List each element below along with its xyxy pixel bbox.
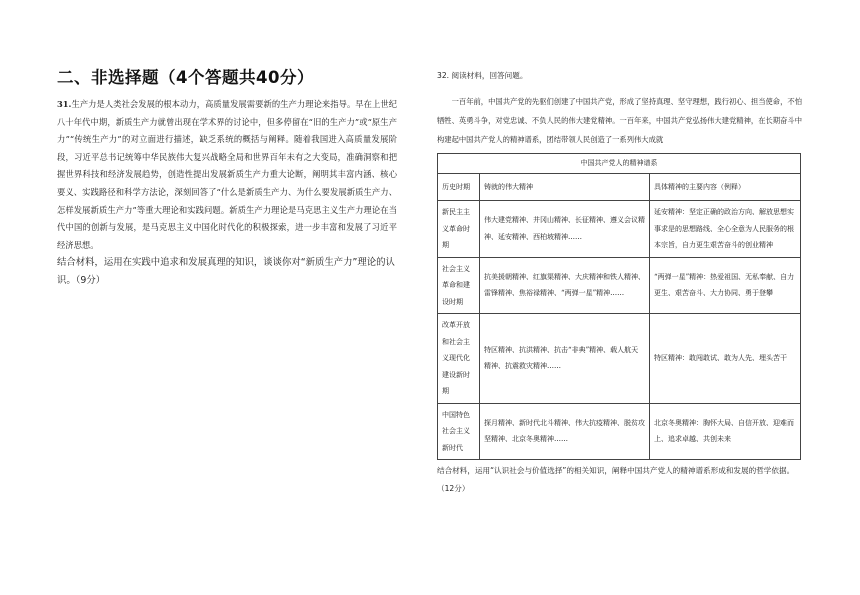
- q32-prompt: 结合材料，运用“认识社会与价值选择”的相关知识，阐释中国共产党人的精神谱系形成和发展的哲学依据。（12分）: [437, 466, 795, 493]
- q32-header: 32. 阅读材料，回答问题。: [437, 71, 528, 80]
- table-cell-content: 北京冬奥精神：胸怀大局、自信开放、迎难而上、追求卓越、共创未来: [650, 403, 801, 460]
- q31-number: 31.: [57, 99, 72, 109]
- table-cell-spirits: 探月精神、新时代北斗精神、伟大抗疫精神、脱贫攻坚精神、北京冬奥精神……: [480, 403, 650, 460]
- table-cell-period: 社会主义革命和建设时期: [438, 257, 480, 314]
- table-cell-period: 新民主主义革命时期: [438, 201, 480, 258]
- left-column: [57, 64, 397, 290]
- table-header-cell: 历史时期: [438, 174, 480, 201]
- table-cell-content: 特区精神：敢闯敢试、敢为人先、埋头苦干: [650, 314, 801, 404]
- table-cell-spirits: 抗美援朝精神、红旗渠精神、大庆精神和铁人精神、雷锋精神、焦裕禄精神、“两弹一星”精神……: [480, 257, 650, 314]
- table-cell-spirits: 伟大建党精神、井冈山精神、长征精神、遵义会议精神、延安精神、西柏坡精神……: [480, 201, 650, 258]
- table-header-cell: 具体精神的主要内容（例释）: [650, 174, 801, 201]
- q31-prompt: 结合材料，运用在实践中追求和发展真理的知识，谈谈你对“新质生产力”理论的认识。（9分）: [57, 257, 395, 286]
- table-row: [438, 257, 801, 314]
- table-cell-period: 中国特色社会主义新时代: [438, 403, 480, 460]
- table-row: [438, 314, 801, 404]
- q31-paragraph: [57, 96, 397, 254]
- spirit-table: [437, 153, 801, 460]
- q32-paragraph: 一百年前，中国共产党的先驱们创建了中国共产党，形成了坚持真理、坚守理想，践行初心、担当使命，不怕牺牲、英勇斗争，对党忠诚、不负人民的伟大建党精神。一百年来，中国共产党弘扬伟大建党精神，在长期奋斗中构建起中国共产党人的精神谱系，团结带领人民创造了一系列伟大成就: [437, 97, 802, 144]
- right-column: [437, 70, 802, 505]
- table-cell-content: 延安精神：坚定正确的政治方向、解放思想实事求是的思想路线、全心全意为人民服务的根本宗旨，自力更生艰苦奋斗的创业精神: [650, 201, 801, 258]
- section-title: 二、非选择题（4个答题共40分）: [57, 68, 314, 87]
- table-row: [438, 403, 801, 460]
- table-caption: 中国共产党人的精神谱系: [438, 154, 801, 174]
- q31-text: 生产力是人类社会发展的根本动力，高质量发展需要新的生产力理论来指导。早在上世纪八十年代中期，新质生产力就曾出现在学术界的讨论中，但多停留在“旧的生产力”或“原生产力”“传统生产力”的对立面进行描述，缺乏系统的概括与阐释。随着我国进入高质量发展阶段，习近平总书记统筹中华民族伟大复兴战略全局和世界百年未有之大变局，准确洞察和把握世界科技和经济发展趋势，创造性提出发展新质生产力重大论断，阐明其丰富内涵、核心要义、实践路径和科学方法论，深刻回答了“什么是新质生产力、为什么要发展新质生产力、怎样发展新质生产力”等重大理论和实践问题。新质生产力理论是马克思主义生产力理论在当代中国的创新与发展，是马克思主义中国化时代化的积极探索，进一步丰富和发展了习近平经济思想。: [57, 99, 397, 250]
- table-row: [438, 201, 801, 258]
- table-cell-period: 改革开放和社会主义现代化建设新时期: [438, 314, 480, 404]
- table-cell-content: “两弹一星”精神：热爱祖国、无私奉献、自力更生、艰苦奋斗、大力协同、勇于登攀: [650, 257, 801, 314]
- table-header-cell: 铸就的伟大精神: [480, 174, 650, 201]
- table-header-row: [438, 174, 801, 201]
- table-cell-spirits: 特区精神、抗洪精神、抗击“非典”精神、载人航天精神、抗震救灾精神……: [480, 314, 650, 404]
